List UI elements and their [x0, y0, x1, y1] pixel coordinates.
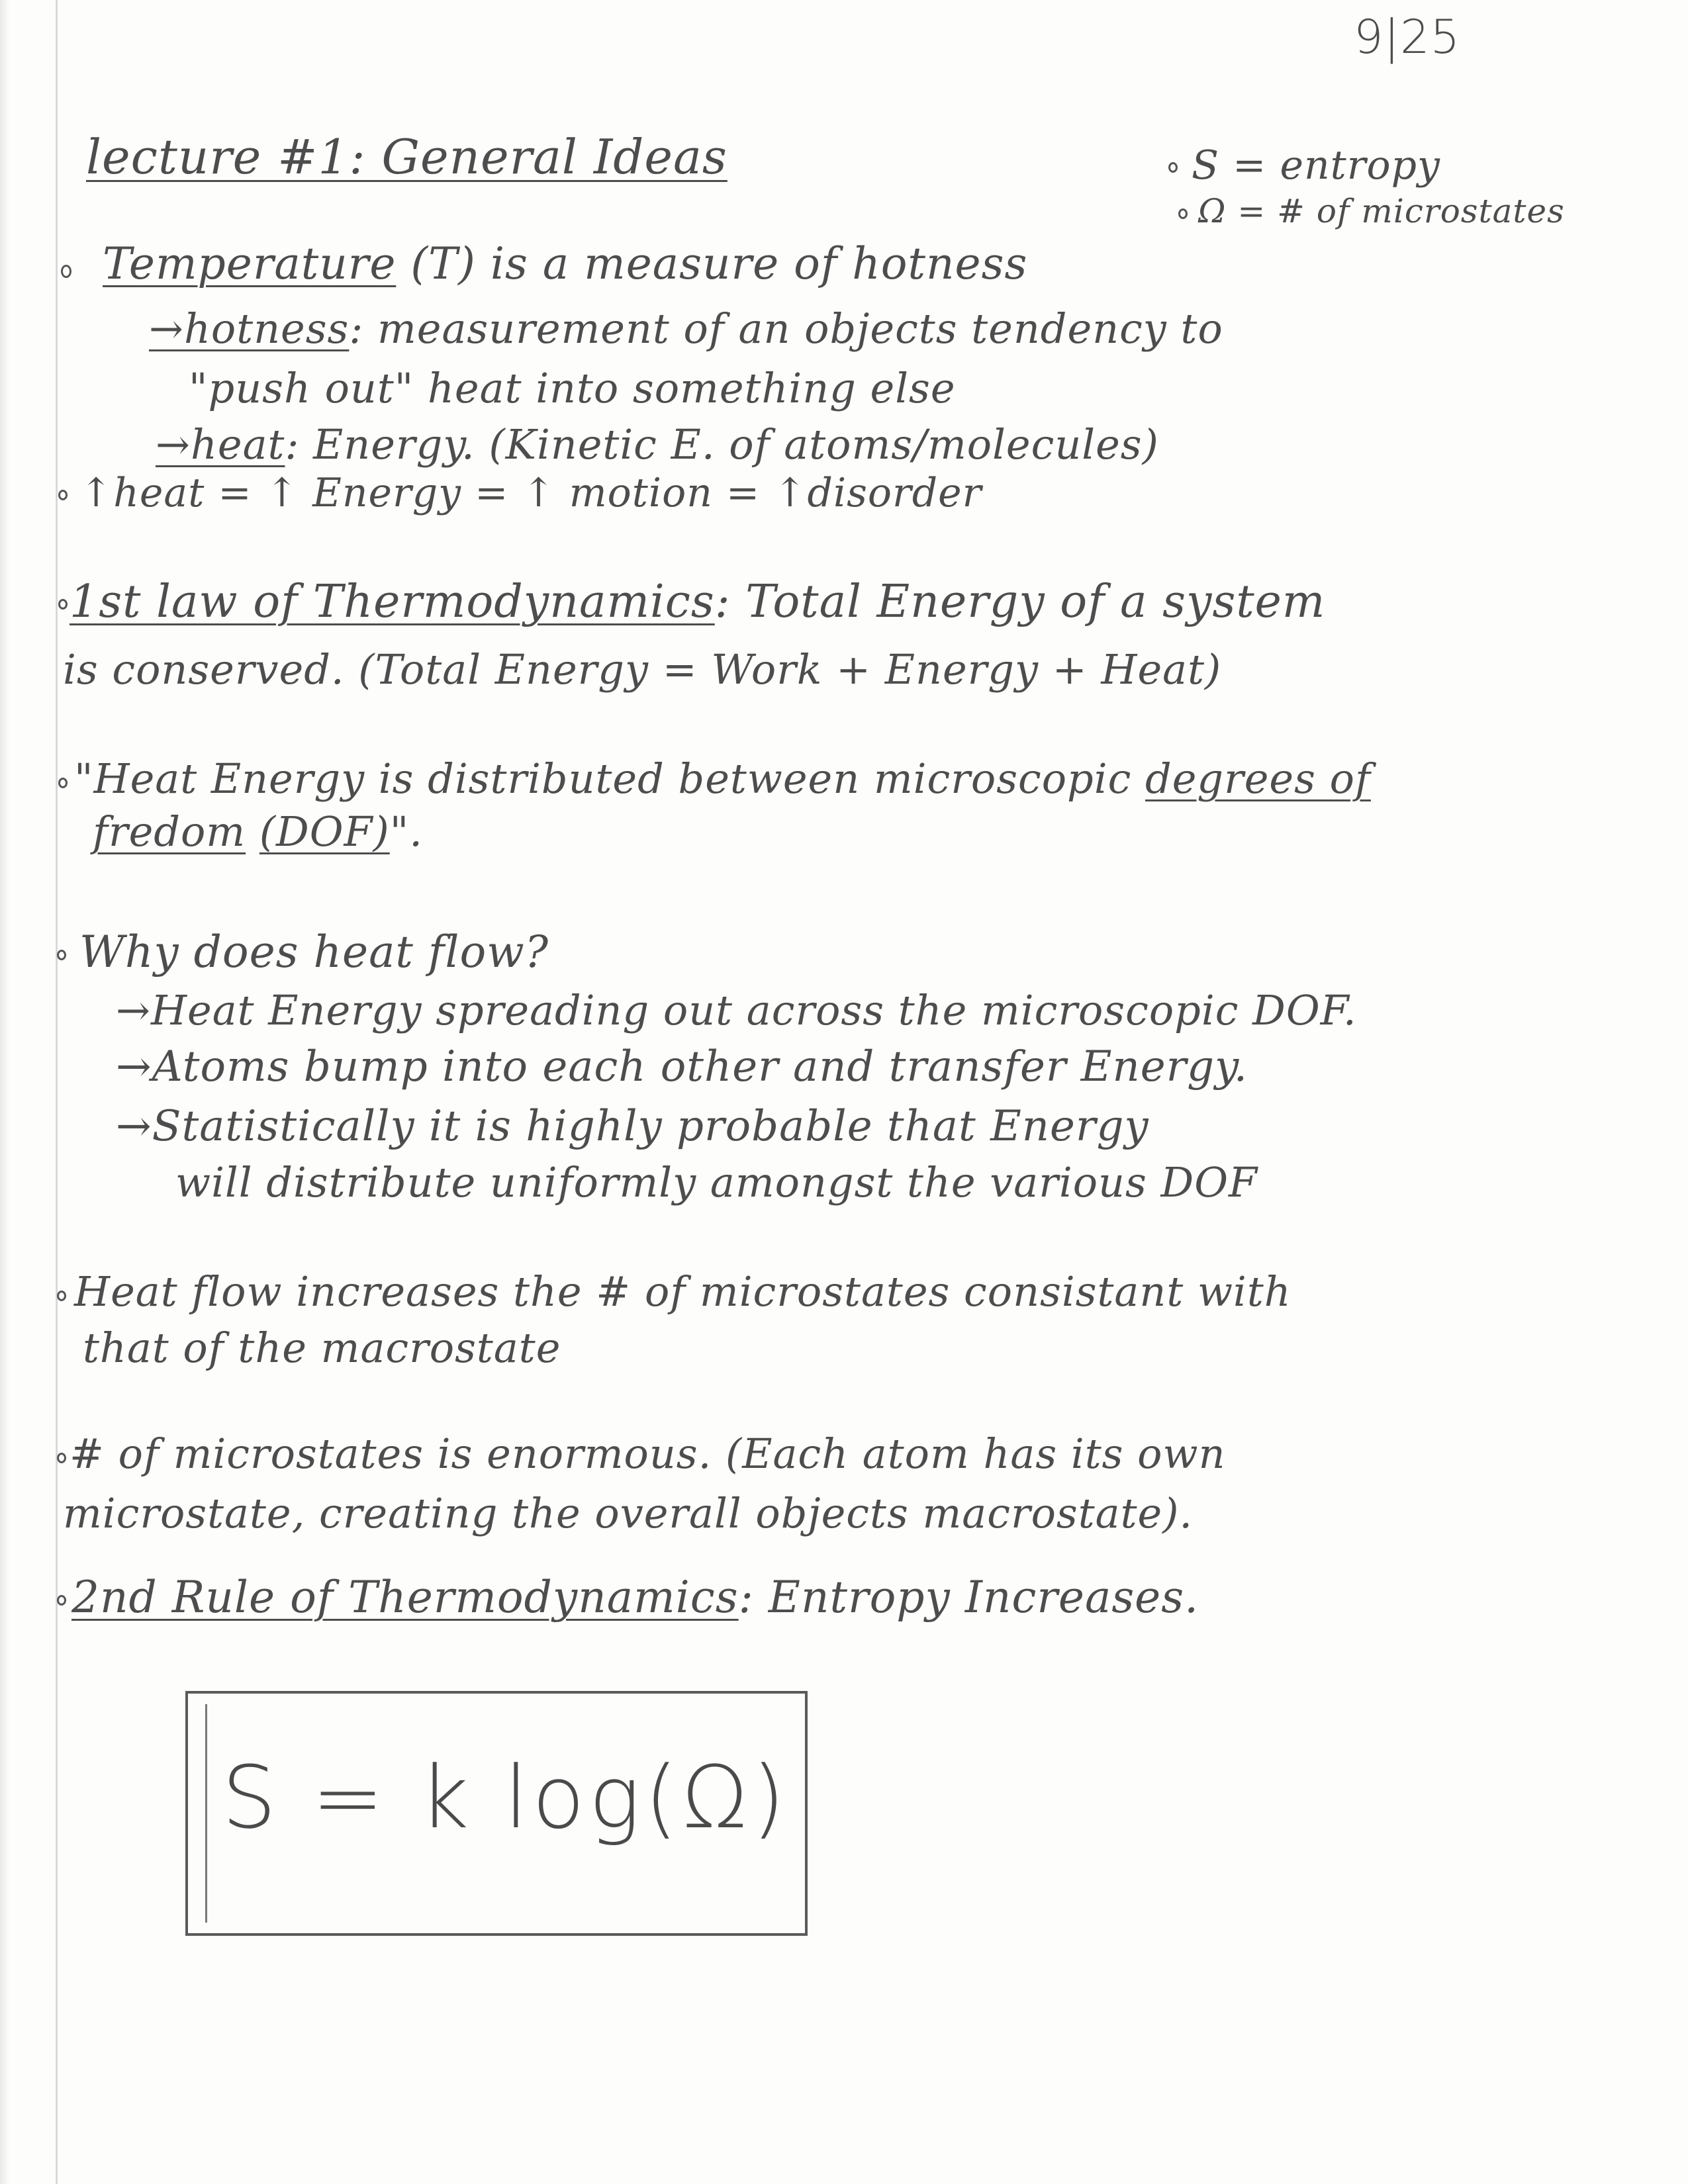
heat-line	[156, 420, 1159, 469]
definition-microstates: Ω = # of microstates	[1198, 192, 1565, 230]
bullet	[58, 490, 68, 500]
margin-line	[56, 0, 58, 2184]
entropy-formula: S = k log(Ω)	[222, 1747, 790, 1848]
first-law-rest: : Total Energy of a system	[714, 576, 1326, 628]
bullet	[57, 1291, 66, 1301]
bullet	[58, 599, 68, 610]
arrows-line: ↑heat = ↑ Energy = ↑ motion = ↑disorder	[79, 470, 982, 516]
why-heat-continued: will distribute uniformly amongst the various DOF	[175, 1158, 1258, 1206]
dof-term: degrees of	[1145, 754, 1371, 803]
microstates-line-2: microstate, creating the overall objects macrostate).	[63, 1489, 1194, 1537]
definition-entropy: S = entropy	[1192, 142, 1440, 189]
dof-start: "Heat Energy is distributed between microscopic	[74, 754, 1132, 803]
page-title: lecture #1: General Ideas	[86, 129, 727, 185]
scan-edge	[0, 0, 9, 2184]
second-law-rest: : Entropy Increases.	[738, 1572, 1199, 1623]
first-law-line	[70, 576, 1325, 628]
second-law-term: 2nd Rule of Thermodynamics	[71, 1572, 739, 1623]
dof-abbr: (DOF)	[259, 807, 390, 856]
why-heat-question: Why does heat flow?	[79, 927, 549, 978]
why-heat-item-3: →Statistically it is highly probable that Energy	[116, 1102, 1149, 1151]
why-heat-item-1: →Heat Energy spreading out across the microscopic DOF.	[116, 986, 1357, 1034]
bullet	[57, 1595, 66, 1606]
dof-line-1	[74, 754, 1371, 803]
date: 9|25	[1354, 10, 1461, 64]
heat-flow-line-2: that of the macrostate	[83, 1324, 561, 1372]
temperature-rest: (T) is a measure of hotness	[410, 238, 1028, 289]
hotness-rest: : measurement of an objects tendency to	[349, 304, 1223, 353]
bullet	[1168, 162, 1178, 173]
first-law-continued: is conserved. (Total Energy = Work + Energy + Heat)	[63, 645, 1222, 694]
dof-line-2	[93, 807, 423, 856]
temperature-term: Temperature	[103, 238, 397, 289]
heat-rest: : Energy. (Kinetic E. of atoms/molecules)	[285, 420, 1159, 469]
bullet	[1178, 208, 1188, 219]
dof-end: ".	[389, 807, 423, 856]
bullet	[57, 1453, 66, 1463]
bullet	[57, 950, 66, 960]
hotness-line	[149, 304, 1223, 353]
microstates-line-1: # of microstates is enormous. (Each atom has its own	[70, 1430, 1226, 1478]
temperature-line	[103, 238, 1027, 289]
heat-flow-line-1: Heat flow increases the # of microstates consistant with	[74, 1267, 1291, 1316]
second-law-line	[71, 1572, 1199, 1623]
heat-term: →heat	[156, 420, 285, 469]
bullet	[61, 265, 71, 278]
hotness-continued: "push out" heat into something else	[189, 364, 956, 412]
formula-box-inner-line	[205, 1704, 207, 1923]
why-heat-item-2: →Atoms bump into each other and transfer Energy.	[116, 1042, 1248, 1091]
bullet	[58, 778, 68, 788]
dof-term-2: fredom	[93, 807, 246, 856]
first-law-term: 1st law of Thermodynamics	[70, 576, 715, 628]
hotness-term: →hotness	[149, 304, 350, 353]
